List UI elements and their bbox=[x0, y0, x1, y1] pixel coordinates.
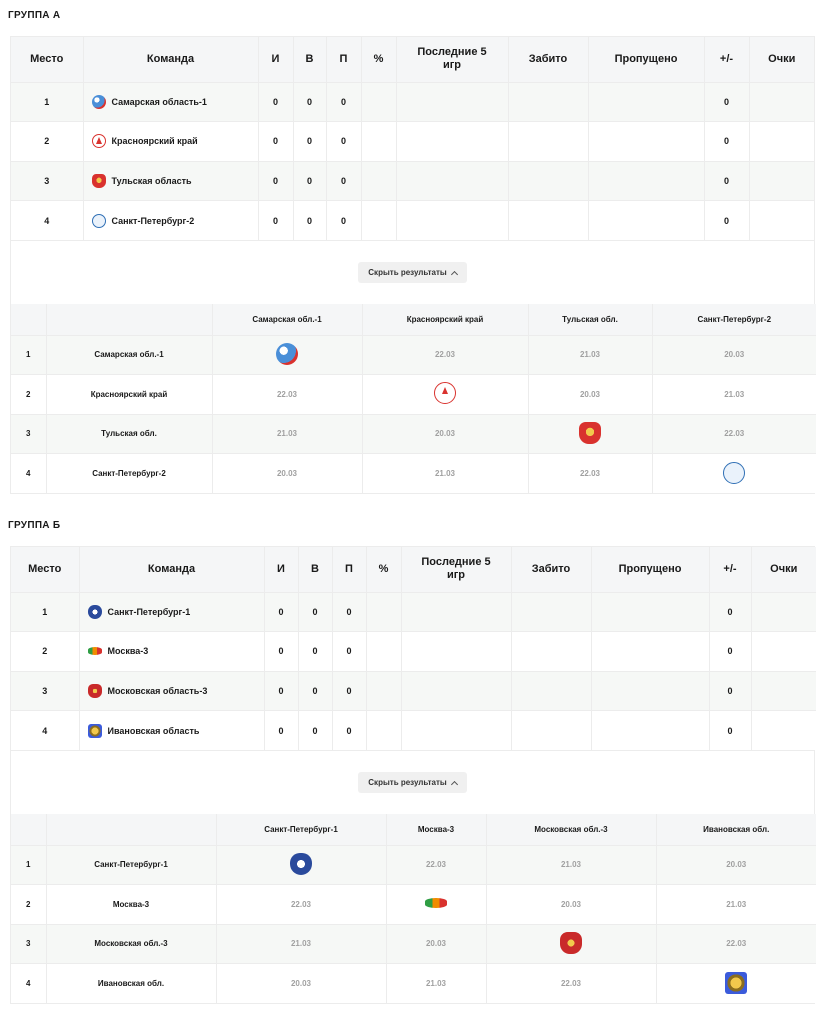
matrix-col-header: Самарская обл.-1 bbox=[212, 304, 362, 335]
match-date-cell[interactable]: 21.03 bbox=[386, 964, 486, 1004]
col-conceded: Пропущено bbox=[588, 37, 704, 82]
krasnoyarsk-logo-icon bbox=[434, 382, 456, 404]
pct-cell bbox=[361, 122, 396, 162]
chevron-up-icon bbox=[451, 270, 458, 277]
matrix-corner bbox=[11, 814, 46, 845]
matrix-self-cell bbox=[386, 885, 486, 925]
place-cell: 4 bbox=[11, 201, 83, 241]
col-place: Место bbox=[11, 547, 79, 592]
matrix-corner-name bbox=[46, 814, 216, 845]
wins-cell: 0 bbox=[293, 122, 326, 162]
col-last5: Последние 5 игр bbox=[401, 547, 511, 592]
diff-cell: 0 bbox=[704, 82, 749, 122]
table-header-row bbox=[11, 37, 814, 82]
col-losses: П bbox=[332, 547, 366, 592]
place-cell: 1 bbox=[11, 82, 83, 122]
matrix-row-name: Самарская обл.-1 bbox=[46, 335, 212, 375]
scored-cell bbox=[508, 161, 588, 201]
last5-cell bbox=[401, 592, 511, 632]
place-cell: 1 bbox=[11, 592, 79, 632]
matrix-self-cell bbox=[656, 964, 816, 1004]
group-a-results-matrix bbox=[11, 304, 816, 493]
games-cell: 0 bbox=[258, 161, 293, 201]
losses-cell: 0 bbox=[326, 161, 361, 201]
pct-cell bbox=[361, 201, 396, 241]
scored-cell bbox=[508, 201, 588, 241]
spb2-logo-icon bbox=[723, 462, 745, 484]
moscow3-logo-icon bbox=[88, 647, 102, 655]
matrix-row-num: 4 bbox=[11, 964, 46, 1004]
table-row bbox=[11, 82, 814, 122]
col-diff: +/- bbox=[709, 547, 751, 592]
last5-cell bbox=[396, 82, 508, 122]
chevron-up-icon bbox=[451, 780, 458, 787]
match-date-cell[interactable]: 22.03 bbox=[528, 454, 652, 494]
conceded-cell bbox=[591, 592, 709, 632]
place-cell: 2 bbox=[11, 122, 83, 162]
match-date-cell[interactable]: 20.03 bbox=[528, 375, 652, 415]
col-place: Место bbox=[11, 37, 83, 82]
diff-cell: 0 bbox=[704, 201, 749, 241]
group-b-title: ГРУППА Б bbox=[8, 520, 61, 531]
scored-cell bbox=[511, 592, 591, 632]
points-cell bbox=[751, 632, 816, 672]
team-name[interactable]: Самарская область-1 bbox=[111, 96, 207, 107]
spb1-logo-icon bbox=[290, 853, 312, 875]
table-row bbox=[11, 632, 816, 672]
team-name[interactable]: Тульская область bbox=[111, 175, 192, 186]
match-date-cell[interactable]: 20.03 bbox=[486, 885, 656, 925]
match-date-cell[interactable]: 22.03 bbox=[386, 845, 486, 885]
matrix-row-name: Московская обл.-3 bbox=[46, 924, 216, 964]
team-cell[interactable] bbox=[83, 122, 258, 162]
pct-cell bbox=[361, 161, 396, 201]
matrix-self-cell bbox=[212, 335, 362, 375]
matrix-col-header: Ивановская обл. bbox=[656, 814, 816, 845]
tula-logo-icon bbox=[579, 422, 601, 444]
games-cell: 0 bbox=[264, 632, 298, 672]
games-cell: 0 bbox=[258, 122, 293, 162]
points-cell bbox=[751, 711, 816, 751]
matrix-row bbox=[11, 885, 816, 925]
toggle-area bbox=[11, 750, 814, 814]
col-wins: В bbox=[293, 37, 326, 82]
matrix-row-num: 3 bbox=[11, 414, 46, 454]
last5-cell bbox=[401, 711, 511, 751]
last5-cell bbox=[396, 122, 508, 162]
scored-cell bbox=[511, 671, 591, 711]
toggle-area bbox=[11, 240, 814, 304]
team-cell[interactable] bbox=[79, 671, 264, 711]
diff-cell: 0 bbox=[704, 161, 749, 201]
matrix-row bbox=[11, 845, 816, 885]
team-cell[interactable] bbox=[79, 592, 264, 632]
diff-cell: 0 bbox=[709, 592, 751, 632]
table-header-row bbox=[11, 547, 816, 592]
pct-cell bbox=[366, 632, 401, 672]
pct-cell bbox=[366, 711, 401, 751]
col-last5: Последние 5 игр bbox=[396, 37, 508, 82]
matrix-self-cell bbox=[362, 375, 528, 415]
col-points: Очки bbox=[751, 547, 816, 592]
matrix-row-num: 1 bbox=[11, 335, 46, 375]
matrix-row-num: 4 bbox=[11, 454, 46, 494]
place-cell: 3 bbox=[11, 161, 83, 201]
points-cell bbox=[749, 82, 814, 122]
match-date-cell[interactable]: 22.03 bbox=[212, 375, 362, 415]
match-date-cell[interactable]: 21.03 bbox=[656, 885, 816, 925]
games-cell: 0 bbox=[258, 82, 293, 122]
group-b-standings-table bbox=[11, 547, 816, 750]
last5-cell bbox=[401, 671, 511, 711]
wins-cell: 0 bbox=[293, 161, 326, 201]
match-date-cell[interactable]: 20.03 bbox=[216, 964, 386, 1004]
place-cell: 4 bbox=[11, 711, 79, 751]
match-date-cell[interactable]: 21.03 bbox=[216, 924, 386, 964]
matrix-col-header: Красноярский край bbox=[362, 304, 528, 335]
spb1-logo-icon bbox=[88, 605, 102, 619]
team-name[interactable]: Ивановская область bbox=[107, 725, 200, 736]
games-cell: 0 bbox=[264, 671, 298, 711]
last5-cell bbox=[401, 632, 511, 672]
matrix-row-name: Ивановская обл. bbox=[46, 964, 216, 1004]
matrix-col-header: Санкт-Петербург-1 bbox=[216, 814, 386, 845]
points-cell bbox=[749, 122, 814, 162]
mosobl-logo-icon bbox=[560, 932, 582, 954]
team-name[interactable]: Красноярский край bbox=[111, 136, 198, 147]
match-date-cell[interactable]: 20.03 bbox=[386, 924, 486, 964]
diff-cell: 0 bbox=[709, 632, 751, 672]
matrix-row-num: 3 bbox=[11, 924, 46, 964]
points-cell bbox=[751, 671, 816, 711]
losses-cell: 0 bbox=[326, 201, 361, 241]
col-scored: Забито bbox=[511, 547, 591, 592]
group-b-standings-block bbox=[10, 546, 815, 1004]
table-row bbox=[11, 671, 816, 711]
krasnoyarsk-logo-icon bbox=[92, 134, 106, 148]
team-name[interactable]: Санкт-Петербург-2 bbox=[111, 215, 195, 226]
matrix-row-num: 1 bbox=[11, 845, 46, 885]
losses-cell: 0 bbox=[332, 711, 366, 751]
losses-cell: 0 bbox=[326, 82, 361, 122]
team-name[interactable]: Москва-3 bbox=[107, 646, 149, 657]
group-a-standings-block bbox=[10, 36, 815, 494]
matrix-col-header: Москва-3 bbox=[386, 814, 486, 845]
wins-cell: 0 bbox=[298, 592, 332, 632]
games-cell: 0 bbox=[264, 711, 298, 751]
match-date-cell[interactable]: 21.03 bbox=[486, 845, 656, 885]
games-cell: 0 bbox=[264, 592, 298, 632]
wins-cell: 0 bbox=[293, 82, 326, 122]
match-date-cell[interactable]: 21.03 bbox=[362, 454, 528, 494]
conceded-cell bbox=[588, 122, 704, 162]
col-team: Команда bbox=[79, 547, 264, 592]
conceded-cell bbox=[588, 161, 704, 201]
points-cell bbox=[751, 592, 816, 632]
matrix-row bbox=[11, 454, 816, 494]
group-a-title: ГРУППА А bbox=[8, 10, 61, 21]
tula-logo-icon bbox=[92, 174, 106, 188]
matrix-row bbox=[11, 335, 816, 375]
last5-cell bbox=[396, 201, 508, 241]
col-losses: П bbox=[326, 37, 361, 82]
team-cell[interactable] bbox=[83, 201, 258, 241]
games-cell: 0 bbox=[258, 201, 293, 241]
col-conceded: Пропущено bbox=[591, 547, 709, 592]
matrix-col-header: Тульская обл. bbox=[528, 304, 652, 335]
diff-cell: 0 bbox=[704, 122, 749, 162]
match-date-cell[interactable]: 21.03 bbox=[528, 335, 652, 375]
group-b-results-matrix bbox=[11, 814, 816, 1003]
match-date-cell[interactable]: 21.03 bbox=[212, 414, 362, 454]
match-date-cell[interactable]: 20.03 bbox=[652, 335, 816, 375]
mosobl-logo-icon bbox=[88, 684, 102, 698]
losses-cell: 0 bbox=[332, 671, 366, 711]
moscow3-logo-icon bbox=[425, 898, 447, 908]
losses-cell: 0 bbox=[326, 122, 361, 162]
place-cell: 3 bbox=[11, 671, 79, 711]
team-cell[interactable] bbox=[83, 82, 258, 122]
match-date-cell[interactable]: 22.03 bbox=[652, 414, 816, 454]
hide-results-button[interactable] bbox=[358, 772, 466, 793]
pct-cell bbox=[366, 671, 401, 711]
col-pct: % bbox=[361, 37, 396, 82]
matrix-self-cell bbox=[486, 924, 656, 964]
table-row bbox=[11, 161, 814, 201]
match-date-cell[interactable]: 21.03 bbox=[652, 375, 816, 415]
matrix-corner-name bbox=[46, 304, 212, 335]
col-scored: Забито bbox=[508, 37, 588, 82]
match-date-cell[interactable]: 20.03 bbox=[212, 454, 362, 494]
table-row bbox=[11, 592, 816, 632]
col-team: Команда bbox=[83, 37, 258, 82]
table-row bbox=[11, 201, 814, 241]
diff-cell: 0 bbox=[709, 671, 751, 711]
team-cell[interactable] bbox=[79, 632, 264, 672]
match-date-cell[interactable]: 20.03 bbox=[362, 414, 528, 454]
wins-cell: 0 bbox=[298, 632, 332, 672]
matrix-row-name: Санкт-Петербург-2 bbox=[46, 454, 212, 494]
hide-results-label: Скрыть результаты bbox=[368, 778, 447, 787]
matrix-self-cell bbox=[216, 845, 386, 885]
wins-cell: 0 bbox=[293, 201, 326, 241]
match-date-cell[interactable]: 22.03 bbox=[362, 335, 528, 375]
matrix-row bbox=[11, 375, 816, 415]
col-pct: % bbox=[366, 547, 401, 592]
team-name[interactable]: Санкт-Петербург-1 bbox=[107, 606, 191, 617]
col-games: И bbox=[258, 37, 293, 82]
matrix-col-header: Московская обл.-3 bbox=[486, 814, 656, 845]
matrix-self-cell bbox=[528, 414, 652, 454]
matrix-header-row bbox=[11, 814, 816, 845]
hide-results-label: Скрыть результаты bbox=[368, 268, 447, 277]
matrix-row bbox=[11, 964, 816, 1004]
matrix-row-name: Тульская обл. bbox=[46, 414, 212, 454]
losses-cell: 0 bbox=[332, 632, 366, 672]
match-date-cell[interactable]: 22.03 bbox=[486, 964, 656, 1004]
col-games: И bbox=[264, 547, 298, 592]
points-cell bbox=[749, 161, 814, 201]
col-wins: В bbox=[298, 547, 332, 592]
match-date-cell[interactable]: 20.03 bbox=[656, 845, 816, 885]
ivanovo-logo-icon bbox=[88, 724, 102, 738]
hide-results-button[interactable] bbox=[358, 262, 466, 283]
conceded-cell bbox=[591, 632, 709, 672]
samara-logo-icon bbox=[276, 343, 298, 365]
matrix-row-num: 2 bbox=[11, 375, 46, 415]
points-cell bbox=[749, 201, 814, 241]
spb2-logo-icon bbox=[92, 214, 106, 228]
team-cell[interactable] bbox=[83, 161, 258, 201]
matrix-row-num: 2 bbox=[11, 885, 46, 925]
place-cell: 2 bbox=[11, 632, 79, 672]
group-a-standings-table bbox=[11, 37, 814, 240]
samara-logo-icon bbox=[92, 95, 106, 109]
match-date-cell[interactable]: 22.03 bbox=[656, 924, 816, 964]
team-name[interactable]: Московская область-3 bbox=[107, 685, 208, 696]
last5-cell bbox=[396, 161, 508, 201]
scored-cell bbox=[508, 82, 588, 122]
conceded-cell bbox=[588, 82, 704, 122]
scored-cell bbox=[511, 632, 591, 672]
table-row bbox=[11, 122, 814, 162]
scored-cell bbox=[508, 122, 588, 162]
matrix-corner bbox=[11, 304, 46, 335]
diff-cell: 0 bbox=[709, 711, 751, 751]
matrix-row bbox=[11, 414, 816, 454]
pct-cell bbox=[366, 592, 401, 632]
conceded-cell bbox=[588, 201, 704, 241]
match-date-cell[interactable]: 22.03 bbox=[216, 885, 386, 925]
conceded-cell bbox=[591, 711, 709, 751]
matrix-row-name: Москва-3 bbox=[46, 885, 216, 925]
matrix-self-cell bbox=[652, 454, 816, 494]
scored-cell bbox=[511, 711, 591, 751]
matrix-col-header: Санкт-Петербург-2 bbox=[652, 304, 816, 335]
pct-cell bbox=[361, 82, 396, 122]
table-row bbox=[11, 711, 816, 751]
losses-cell: 0 bbox=[332, 592, 366, 632]
matrix-row-name: Санкт-Петербург-1 bbox=[46, 845, 216, 885]
team-cell[interactable] bbox=[79, 711, 264, 751]
col-points: Очки bbox=[749, 37, 814, 82]
conceded-cell bbox=[591, 671, 709, 711]
wins-cell: 0 bbox=[298, 671, 332, 711]
ivanovo-logo-icon bbox=[725, 972, 747, 994]
matrix-row bbox=[11, 924, 816, 964]
matrix-header-row bbox=[11, 304, 816, 335]
col-diff: +/- bbox=[704, 37, 749, 82]
wins-cell: 0 bbox=[298, 711, 332, 751]
matrix-row-name: Красноярский край bbox=[46, 375, 212, 415]
